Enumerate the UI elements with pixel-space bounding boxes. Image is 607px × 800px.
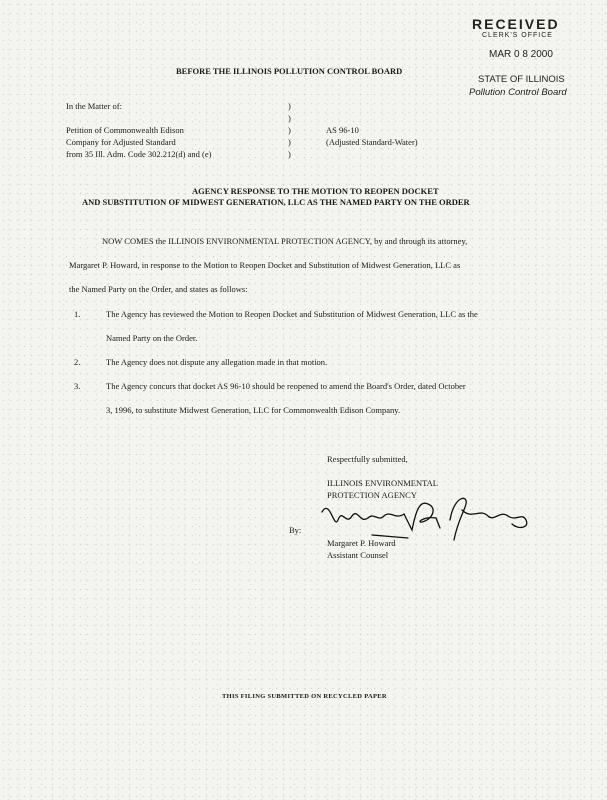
item-number: 2. [74,357,81,367]
document-title: BEFORE THE ILLINOIS POLLUTION CONTROL BOARD [176,66,403,76]
caption-line-1: Petition of Commonwealth Edison [66,125,184,135]
caption-bracket: ) [288,125,291,135]
caption-bracket: ) [288,113,291,123]
heading-line-1: AGENCY RESPONSE TO THE MOTION TO REOPEN DOCKET [192,186,439,196]
item-line: The Agency does not dispute any allegation made in that motion. [106,357,328,367]
item-line: The Agency concurs that docket AS 96-10 should be reopened to amend the Board's Order, dated October [106,381,466,391]
closing: Respectfully submitted, [327,454,408,464]
signer-name: Margaret P. Howard [327,538,396,548]
item-line: 3, 1996, to substitute Midwest Generation, LLC for Commonwealth Edison Company. [106,405,401,415]
intro-line-3: the Named Party on the Order, and states as follows: [69,284,248,294]
stamp-board: Pollution Control Board [469,87,567,98]
item-number: 1. [74,309,81,319]
caption-bracket: ) [288,101,291,111]
item-number: 3. [74,381,81,391]
recycled-paper-notice: THIS FILING SUBMITTED ON RECYCLED PAPER [222,693,387,700]
by-label: By: [289,525,302,535]
stamp-state: STATE OF ILLINOIS [478,74,565,85]
case-number: AS 96-10 [326,125,359,135]
item-line: Named Party on the Order. [106,333,198,343]
caption-in-matter: In the Matter of: [66,101,122,111]
caption-bracket: ) [288,149,291,159]
stamp-received: RECEIVED [472,16,560,32]
heading-line-2: AND SUBSTITUTION OF MIDWEST GENERATION, LLC AS THE NAMED PARTY ON THE ORDER [82,197,470,207]
caption-line-3: from 35 Ill. Adm. Code 302.212(d) and (e) [66,149,212,159]
item-line: The Agency has reviewed the Motion to Reopen Docket and Substitution of Midwest Generation, LLC as the [106,309,478,319]
signer-title: Assistant Counsel [327,550,389,560]
intro-line-2: Margaret P. Howard, in response to the Motion to Reopen Docket and Substitution of Midwest Generation, LLC as [69,260,461,270]
stamp-clerks-office: CLERK'S OFFICE [482,32,553,39]
case-type: (Adjusted Standard-Water) [326,137,418,147]
intro-line-1: NOW COMES the ILLINOIS ENVIRONMENTAL PROTECTION AGENCY, by and through its attorney, [102,236,468,246]
caption-bracket: ) [288,137,291,147]
org-line-1: ILLINOIS ENVIRONMENTAL [327,478,438,488]
caption-line-2: Company for Adjusted Standard [66,137,176,147]
stamp-date: MAR 0 8 2000 [489,49,553,60]
org-line-2: PROTECTION AGENCY [327,490,417,500]
